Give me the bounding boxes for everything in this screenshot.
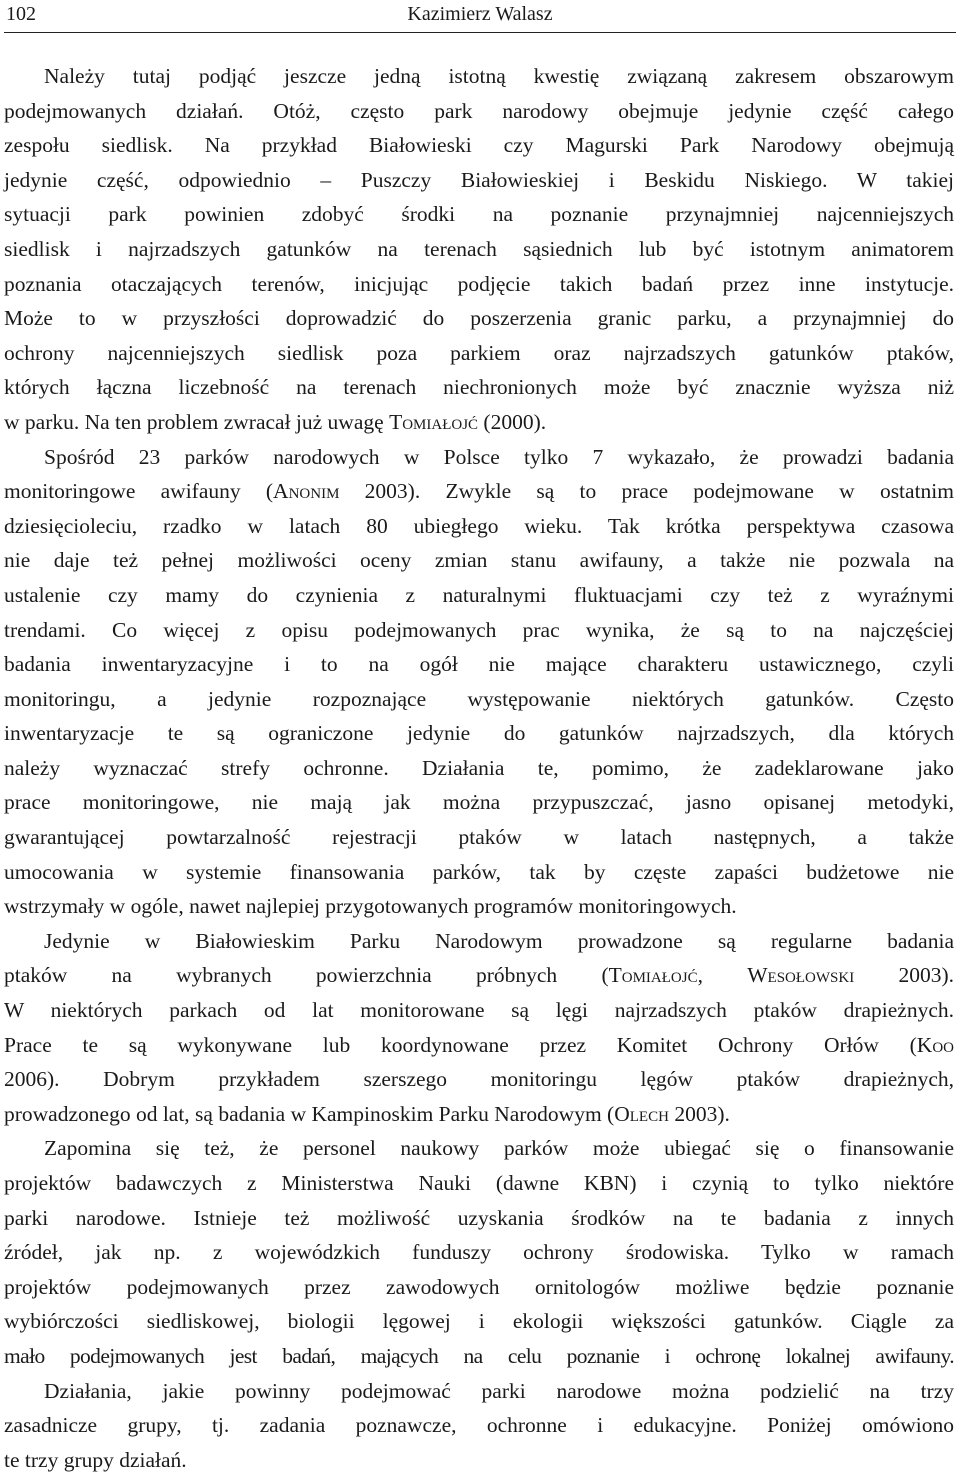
citation-author: Anonim <box>273 479 340 504</box>
paragraph-5-line: te trzy grupy działań. <box>4 1447 187 1472</box>
paragraph-4-line: projektów podejmowanych przez zawodowych ornitologów możliwe będzie poznanie <box>4 1274 954 1299</box>
running-head-author: Kazimierz Walasz <box>407 3 553 25</box>
text-run: 2003). <box>668 1101 730 1126</box>
paragraph-1-line: jedynie część, odpowiednio – Puszczy Białowieskiej i Beskidu Niskiego. W takiej <box>4 167 954 192</box>
paragraph-4-line: parki narodowe. Istnieje też możliwość uzyskania środków na te badania z innych <box>4 1205 954 1230</box>
paragraph-2-line: prace monitoringowe, nie mają jak można przypuszczać, jasno opisanej metodyki, <box>4 790 954 815</box>
text-run: , <box>697 963 748 988</box>
paragraph-2-line: badania inwentaryzacyjne i to na ogół nie mające charakteru ustawicznego, czyli <box>4 652 954 677</box>
paragraph-4-line: wybiórczości siedliskowej, biologii lęgowej i ekologii większości gatunków. Ciągle za <box>4 1309 954 1334</box>
citation-author: Tomiałojć <box>389 409 479 434</box>
paragraph-3-line: Jedynie w Białowieskim Parku Narodowym prowadzone są regularne badania <box>44 928 954 953</box>
paragraph-2-line: trendami. Co więcej z opisu podejmowanych prac wynika, że są to na najczęściej <box>4 617 954 642</box>
text-run: Prace te są wykonywane lub koordynowane przez Komitet Ochrony Orłów ( <box>4 1032 917 1057</box>
paragraph-3-line: W niektórych parkach od lat monitorowane są lęgi najrzadszych ptaków drapieżnych. <box>4 998 954 1023</box>
text-run: monitoringowe awifauny ( <box>4 479 274 504</box>
paragraph-1-line <box>4 405 954 440</box>
paragraph-2-line: inwentaryzacje te są ograniczone jedynie do gatunków najrzadszych, dla których <box>4 721 954 746</box>
body-text <box>4 59 954 1477</box>
text-run: (2000). <box>478 409 547 434</box>
text-run: w parku. Na ten problem zwracał już uwagę <box>4 409 390 434</box>
paragraph-1-line: zespołu siedlisk. Na przykład Białowieski czy Magurski Park Narodowy obejmują <box>4 133 954 158</box>
paragraph-2-line: należy wyznaczać strefy ochronne. Działania te, pomimo, że zadeklarowane jako <box>4 755 954 780</box>
paragraph-1-line: Należy tutaj podjąć jeszcze jedną istotną kwestię związaną zakresem obszarowym <box>44 64 954 88</box>
paragraph-2-line: umocowania w systemie finansowania parków, tak by częste zapaści budżetowe nie <box>4 859 954 884</box>
paragraph-1-line: których łączna liczebność na terenach niechronionych może być znacznie wyższa niż <box>4 375 954 400</box>
paragraph-2-line: monitoringu, a jedynie rozpoznające występowanie niektórych gatunków. Często <box>4 686 954 711</box>
paragraph-3-line <box>4 958 954 993</box>
paragraph-4-line: źródeł, jak np. z wojewódzkich funduszy ochrony środowiska. Tylko w ramach <box>4 1240 954 1265</box>
citation-author: Koo <box>916 1032 954 1057</box>
paragraph-4-line: mało podejmowanych jest badań, mających na celu poznanie i ochronę lokalnej awifauny. <box>4 1343 954 1368</box>
paragraph-1-line: ochrony najcenniejszych siedlisk poza parkiem oraz najrzadszych gatunków ptaków, <box>4 340 954 365</box>
citation-author: Olech <box>614 1101 669 1126</box>
paragraph-5-line: Działania, jakie powinny podejmować parki narodowe można podzielić na trzy <box>44 1378 954 1403</box>
page-header <box>4 0 956 33</box>
text-run: ptaków na wybranych powierzchnia próbnych ( <box>4 963 609 988</box>
page-number: 102 <box>6 3 36 25</box>
citation-author: Wesołowski <box>747 963 855 988</box>
paragraph-2-line: wstrzymały w ogóle, nawet najlepiej przygotowanych programów monitoringowych. <box>4 894 737 919</box>
paragraph-3-line: 2006). Dobrym przykładem szerszego monitoringu lęgów ptaków drapieżnych, <box>4 1067 954 1092</box>
paragraph-2-line: nie daje też pełnej możliwości oceny zmian stanu awifauny, a także nie pozwala na <box>4 548 954 573</box>
paragraph-2-line <box>4 474 954 509</box>
paragraph-1-line: poznania otaczających terenów, inicjując podjęcie takich badań przez inne instytucje. <box>4 271 954 296</box>
paragraph-3-line <box>4 1097 954 1132</box>
paragraph-2-line: dziesięcioleciu, rzadko w latach 80 ubiegłego wieku. Tak krótka perspektywa czasowa <box>4 513 954 538</box>
citation-author: Tomiałojć <box>608 963 698 988</box>
paragraph-4-line: Zapomina się też, że personel naukowy parków może ubiegać się o finansowanie <box>44 1136 954 1161</box>
paragraph-2-line: ustalenie czy mamy do czynienia z naturalnymi fluktuacjami czy też z wyraźnymi <box>4 582 954 607</box>
paragraph-1-line: siedlisk i najrzadszych gatunków na terenach sąsiednich lub być istotnym animatorem <box>4 236 954 261</box>
paragraph-2-line: gwarantującej powtarzalność rejestracji ptaków w latach następnych, a także <box>4 825 954 850</box>
paragraph-1-line: Może to w przyszłości doprowadzić do poszerzenia granic parku, a przynajmniej do <box>4 306 954 331</box>
text-run: 2003). <box>854 963 955 988</box>
text-run: 2003). Zwykle są to prace podejmowane w ostatnim <box>339 479 954 504</box>
text-run: prowadzonego od lat, są badania w Kampinoskim Parku Narodowym ( <box>4 1101 615 1126</box>
paragraph-1-line: sytuacji park powinien zdobyć środki na poznanie przynajmniej najcenniejszych <box>4 202 954 227</box>
paragraph-4-line: projektów badawczych z Ministerstwa Nauki (dawne KBN) i czynią to tylko niektóre <box>4 1171 954 1195</box>
paragraph-5-line: zasadnicze grupy, tj. zadania poznawcze, ochronne i edukacyjne. Poniżej omówiono <box>4 1413 954 1438</box>
paragraph-1-line: podejmowanych działań. Otóż, często park narodowy obejmuje jedynie część całego <box>4 98 954 123</box>
paragraph-2-line: Spośród 23 parków narodowych w Polsce tylko 7 wykazało, że prowadzi badania <box>44 444 954 469</box>
paragraph-3-line <box>4 1028 954 1063</box>
